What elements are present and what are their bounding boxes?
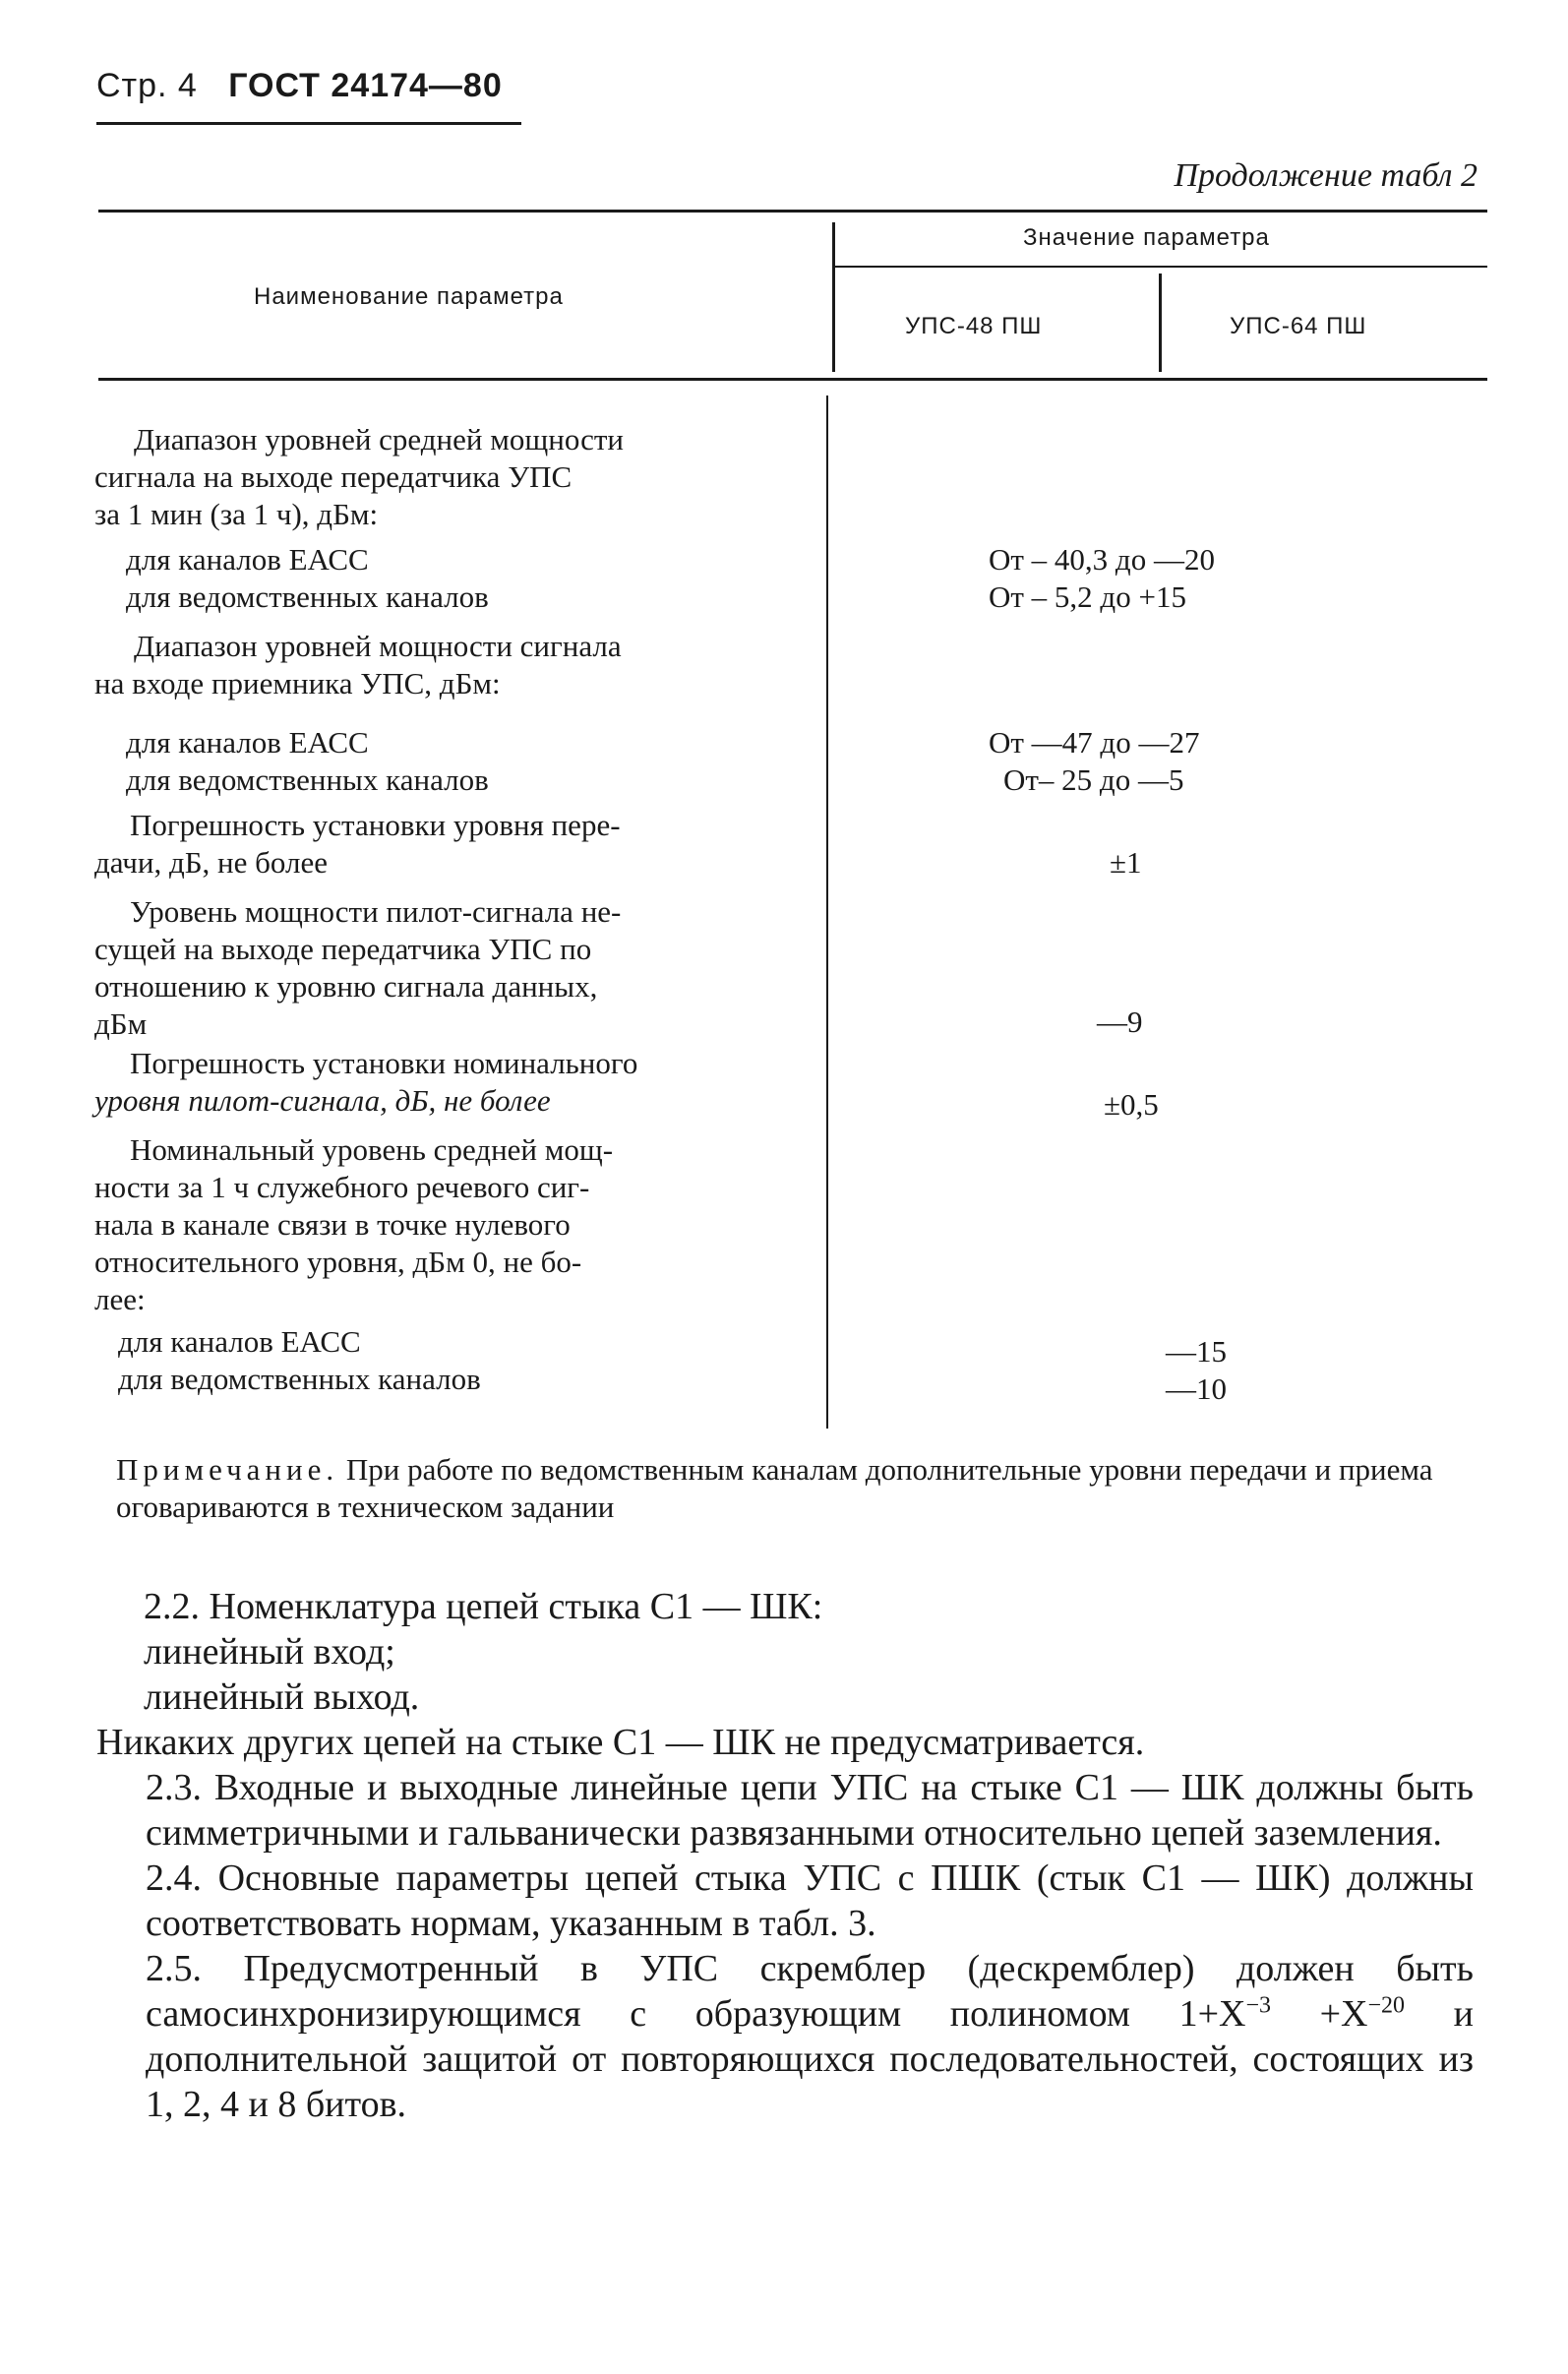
- row-power-range-input-label: Диапазон уровней мощности сигнала на входе приемника УПС, дБм:: [94, 629, 622, 700]
- note-label: Примечание.: [116, 1452, 339, 1487]
- row-eass-input-value: От —47 до —27: [989, 725, 1200, 760]
- row-power-range-output-label: Диапазон уровней средней мощности сигнала на выходе передатчика УПС за 1 мин (за 1 ч), дБм:: [94, 422, 624, 531]
- row-tx-level-error-label: Погрешность установки уровня пере- дачи, дБ, не более: [94, 808, 621, 880]
- polynomial-formula: $1+X^{-3} +X^{-20}$: [1178, 1992, 1406, 2035]
- row-eass-speech-value: —15: [1166, 1334, 1227, 1369]
- table-top-rule: [98, 210, 1487, 213]
- row-speech-level-label: Номинальный уровень средней мощ- ности за 1 ч служебного речевого сиг- нала в канале связи в точке нулевого относительного уровня, дБм 0, не бо- лее:: [94, 1132, 614, 1316]
- row-eass-output-value: От – 40,3 до —20: [989, 542, 1215, 577]
- row-pilot-error-label: Погрешность установки номинального уровня пилот-сигнала, дБ, не более: [94, 1046, 638, 1118]
- header-underline: [96, 122, 521, 125]
- table-body-divider: [826, 396, 828, 1429]
- table-note: [116, 1451, 1474, 1526]
- para-2-4: 2.4. Основные параметры цепей стыка УПС с ПШК (стык С1 — ШК) должны соответствовать нормам, указанным в табл. 3.: [146, 1857, 1474, 1944]
- row-dept-output-value: От – 5,2 до +15: [989, 579, 1186, 614]
- para-2-2-tail: Никаких других цепей на стыке С1 — ШК не предусматривается.: [96, 1722, 1145, 1763]
- page-number: Стр. 4: [96, 67, 198, 104]
- para-2-5: 2.5. Предусмотренный в УПС скремблер (дескремблер) должен быть самосинхронизирующимся с образующим полиномом $1+X^{-3} +X^{-20}$ и дополнительной защитой от повторяющихся последовательностей, состоящих из 1, 2, 4 и 8 битов.: [146, 1948, 1474, 2125]
- column-header-name: Наименование параметра: [254, 283, 564, 310]
- table-subheader-divider: [1159, 274, 1162, 372]
- para-2-2-item-2: линейный выход.: [144, 1676, 420, 1718]
- row-dept-speech-label: для ведомственных каналов: [118, 1362, 481, 1396]
- para-2-3: 2.3. Входные и выходные линейные цепи УПС на стыке С1 — ШК должны быть симметричными и гальванически развязанными относительно цепей заземления.: [146, 1767, 1474, 1854]
- row-tx-level-error-value: ±1: [1110, 845, 1142, 880]
- table-header-bottom-rule: [98, 378, 1487, 381]
- para-2-2-item-1: линейный вход;: [144, 1631, 395, 1673]
- row-dept-input-label: для ведомственных каналов: [126, 762, 489, 797]
- row-pilot-error-value: ±0,5: [1104, 1087, 1159, 1122]
- row-dept-speech-value: —10: [1166, 1371, 1227, 1406]
- row-eass-output-label: для каналов ЕАСС: [126, 542, 369, 577]
- row-pilot-level-value: —9: [1097, 1004, 1143, 1039]
- para-2-2-title: 2.2. Номенклатура цепей стыка С1 — ШК:: [144, 1586, 823, 1627]
- column-header-group: Значение параметра: [1023, 224, 1270, 251]
- note-text: При работе по ведомственным каналам дополнительные уровни передачи и приема оговариваются в техническом задании: [116, 1452, 1433, 1524]
- standard-code: ГОСТ 24174—80: [228, 67, 503, 104]
- row-dept-input-value: От– 25 до —5: [1003, 762, 1184, 797]
- column-header-ups64: УПС-64 ПШ: [1230, 313, 1367, 339]
- row-pilot-level-label: Уровень мощности пилот-сигнала не- сущей на выходе передатчика УПС по отношению к уровню сигнала данных, дБм: [94, 894, 622, 1041]
- row-eass-speech-label: для каналов ЕАСС: [118, 1324, 361, 1359]
- page-header: [96, 67, 503, 105]
- row-eass-input-label: для каналов ЕАСС: [126, 725, 369, 760]
- table-header-divider: [832, 222, 835, 372]
- table-header-split-rule: [834, 266, 1487, 268]
- column-header-ups48: УПС-48 ПШ: [905, 313, 1043, 339]
- row-dept-output-label: для ведомственных каналов: [126, 579, 489, 614]
- table-caption: Продолжение табл 2: [1174, 157, 1478, 194]
- body-text: [96, 1584, 1474, 2127]
